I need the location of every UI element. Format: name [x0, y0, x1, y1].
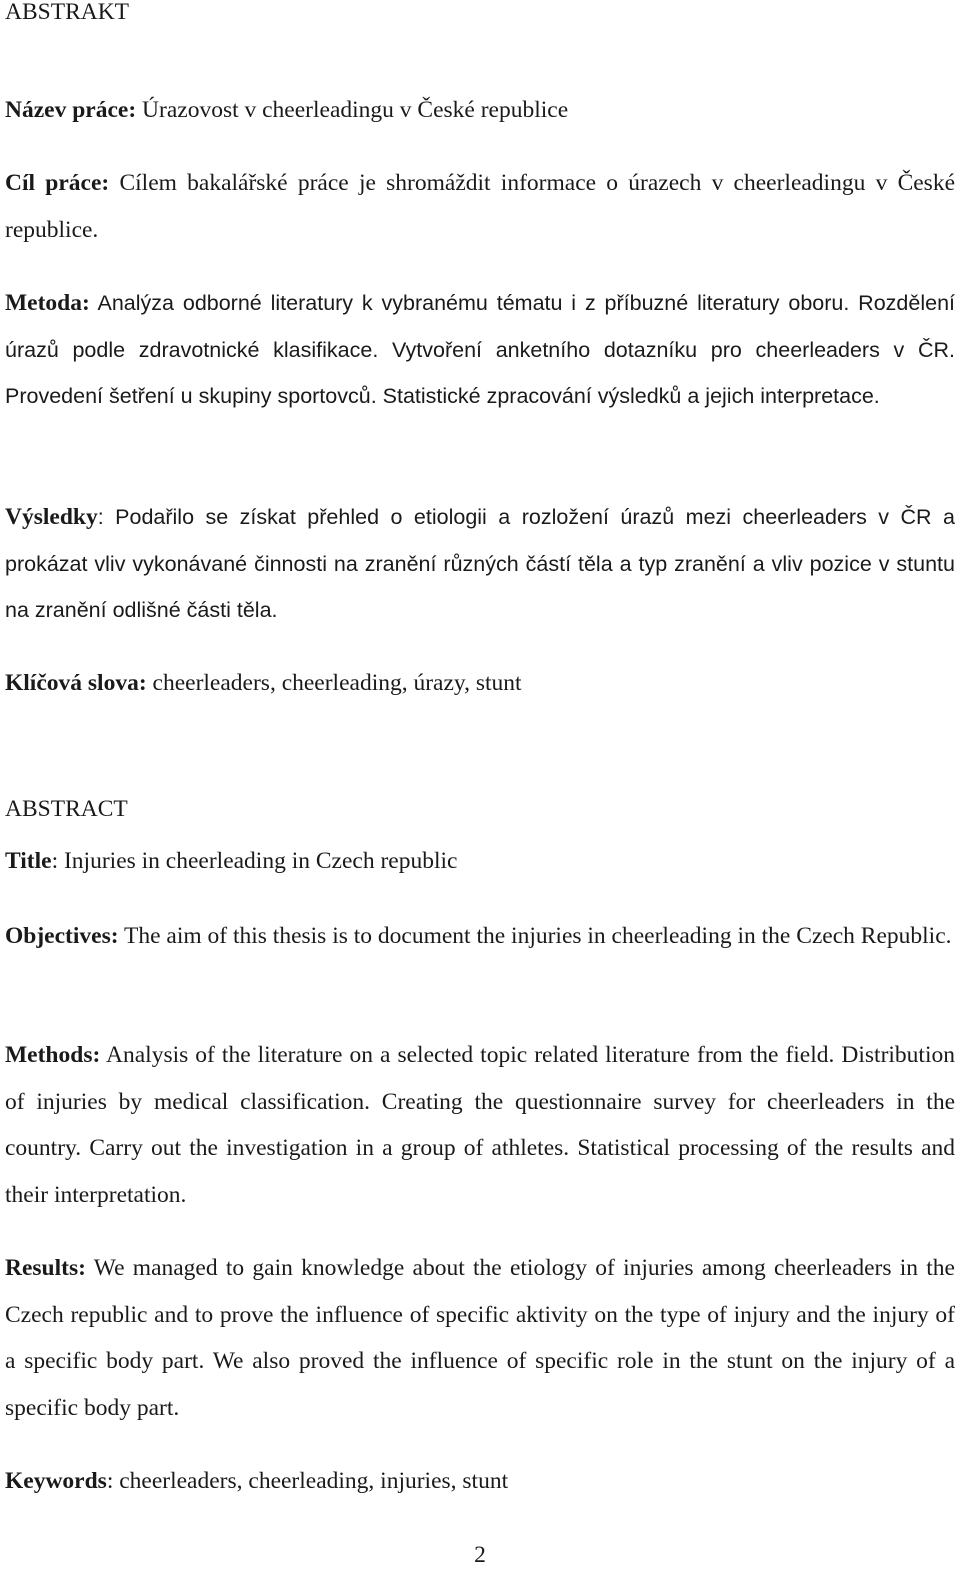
en-results-label: Results: [5, 1255, 86, 1281]
en-title-paragraph [5, 838, 955, 885]
cz-aim-value: Cílem bakalářské práce je shromáždit informace o úrazech v cheerleadingu v České republice. [5, 170, 955, 243]
en-title-value: : Injuries in cheerleading in Czech republic [51, 848, 458, 874]
en-objectives-label: Objectives: [5, 923, 119, 949]
en-results-value: We managed to gain knowledge about the etiology of injuries among cheerleaders in the Czech republic and to prove the influence of specific aktivity on the type of injury and the injury of a specific body part. We also proved the influence of specific role in the stunt on the injury of a specific body part. [5, 1255, 955, 1421]
cz-aim-paragraph [5, 160, 955, 253]
en-keywords-value: : cheerleaders, cheerleading, injuries, stunt [106, 1468, 509, 1494]
cz-keywords-paragraph [5, 660, 955, 707]
en-results-paragraph [5, 1245, 955, 1431]
abstract-heading-text: ABSTRACT [5, 796, 128, 822]
cz-method-value: Analýza odborné literatury k vybranému tématu i z příbuzné literatury oboru. Rozdělení úrazů podle zdravotnické klasifikace. Vytvoření anketního dotazníku pro cheerleaders v ČR. Provedení šetření u skupiny sportovců. Statistické zpracování výsledků a jejich interpretace. [5, 291, 955, 408]
cz-results-label: Výsledky [5, 504, 98, 530]
abstrakt-heading [5, 0, 955, 36]
en-methods-paragraph [5, 1032, 955, 1218]
cz-title-paragraph [5, 87, 955, 134]
cz-aim-label: Cíl práce: [5, 170, 110, 196]
en-keywords-paragraph [5, 1458, 955, 1505]
en-objectives-paragraph [5, 913, 955, 960]
cz-keywords-value: cheerleaders, cheerleading, úrazy, stunt [146, 670, 522, 696]
cz-results-value: : Podařilo se získat přehled o etiologii a rozložení úrazů mezi cheerleaders v ČR a prokázat vliv vykonávané činnosti na zranění různých částí těla a typ zranění a vliv pozice v stuntu na zranění odlišné části těla. [5, 505, 955, 622]
cz-keywords-label: Klíčová slova: [5, 670, 147, 696]
en-keywords-label: Keywords [5, 1468, 107, 1494]
en-title-label: Title [5, 848, 52, 874]
abstrakt-heading-text: ABSTRAKT [5, 0, 130, 25]
en-methods-value: Analysis of the literature on a selected topic related literature from the field. Distribution of injuries by medical classification. Creating the questionnaire survey for cheerleaders in the country. Carry out the investigation in a group of athletes. Statistical processing of the results and their interpretation. [5, 1042, 955, 1208]
cz-method-label: Metoda: [5, 290, 90, 316]
en-objectives-value: The aim of this thesis is to document the injuries in cheerleading in the Czech Republic. [118, 923, 952, 949]
cz-method-paragraph [5, 280, 955, 420]
cz-results-paragraph [5, 494, 955, 634]
cz-title-value: Úrazovost v cheerleadingu v České republice [136, 97, 569, 123]
cz-title-label: Název práce: [5, 97, 137, 123]
page-number: 2 [474, 1542, 486, 1568]
en-methods-label: Methods: [5, 1042, 101, 1068]
abstract-heading [5, 786, 955, 833]
